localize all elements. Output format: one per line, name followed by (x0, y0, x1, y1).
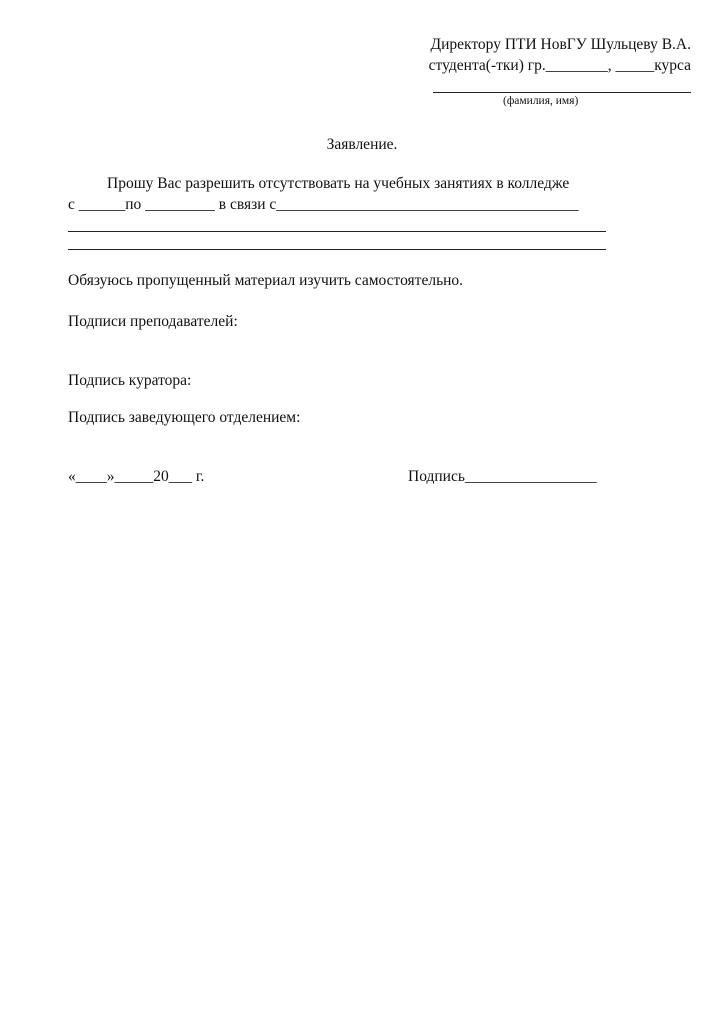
date-field: «____»_____20___ г. (68, 468, 205, 485)
blank-line (68, 249, 606, 250)
blank-line (68, 231, 606, 232)
commitment-text: Обязуюсь пропущенный материал изучить самостоятельно. (68, 272, 464, 289)
student-group-line: студента(-тки) гр.________, _____курса (428, 57, 691, 74)
request-text: Прошу Вас разрешить отсутствовать на учебных занятиях в колледже (107, 175, 570, 192)
curator-signature-label: Подпись куратора: (68, 372, 192, 389)
name-underline (433, 92, 691, 93)
dates-reason-line: с ______по _________ в связи с_______________________________________ (68, 196, 579, 213)
teachers-signatures-label: Подписи преподавателей: (68, 313, 238, 330)
document-title: Заявление. (326, 136, 398, 153)
addressee-line: Директору ПТИ НовГУ Шульцеву В.А. (430, 36, 691, 53)
signature-field: Подпись_________________ (408, 468, 597, 485)
head-of-department-signature-label: Подпись заведующего отделением: (68, 409, 301, 426)
name-caption: (фамилия, имя) (503, 95, 579, 107)
